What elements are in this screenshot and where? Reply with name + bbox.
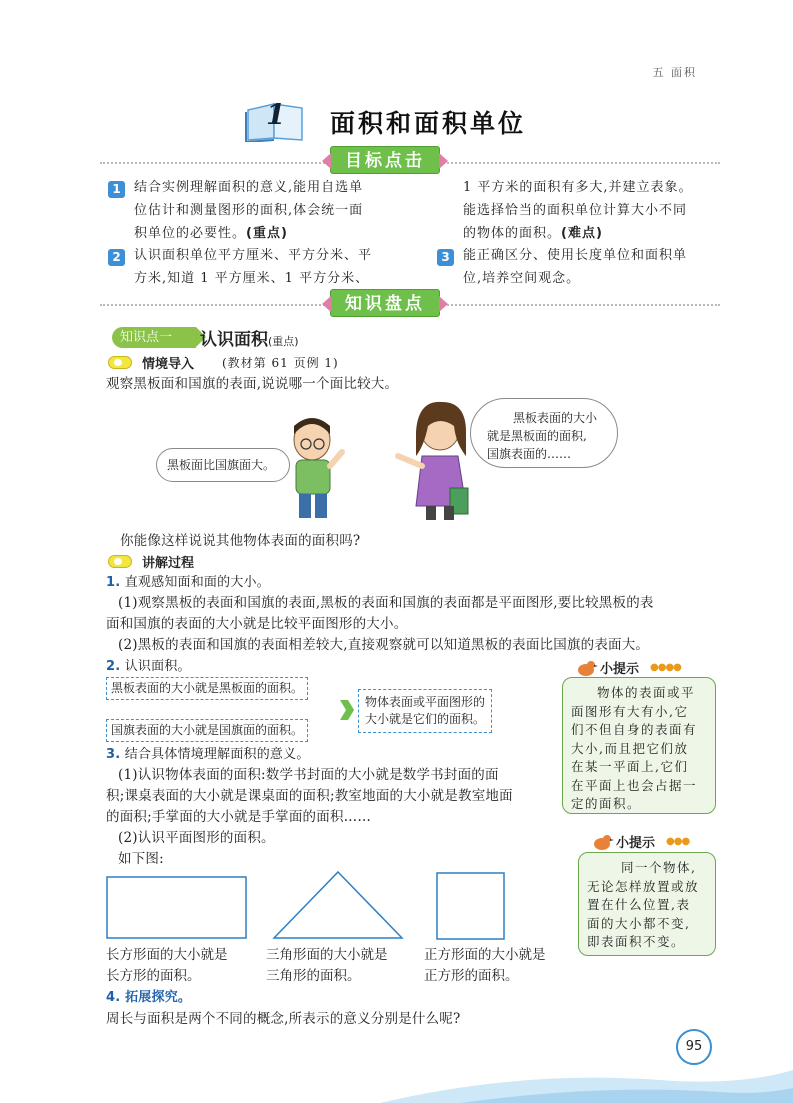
goal-text: 结合实例理解面积的意义,能用自选单	[134, 180, 364, 195]
tip-line: 大小,而且把它们放	[571, 740, 689, 756]
caption-line: 正方形面的大小就是	[424, 947, 546, 963]
step-title: 1. 直观感知面和面的大小。	[106, 575, 270, 590]
decor-dots: ●●●	[666, 836, 690, 847]
speech-bubble	[470, 398, 618, 468]
step-3-title: 结合具体情境理解面积的意义。	[124, 747, 310, 762]
tip-line: 物体的表面或平	[597, 685, 696, 700]
box-line: 大小就是它们的面积。	[365, 712, 486, 726]
goal-text: 1 平方米的面积有多大,并建立表象。	[463, 180, 693, 195]
paragraph: 面和国旗的表面的大小就是比较平面图形的大小。	[106, 616, 408, 632]
goal-text: 方米,知道 1 平方厘米、1 平方分米、	[134, 271, 370, 286]
knowledge-point-tag: 知识点一	[112, 327, 196, 348]
paragraph: (2)认识平面图形的面积。	[118, 830, 275, 846]
bullet-icon	[108, 356, 132, 369]
box-line: 物体表面或平面图形的	[365, 695, 486, 709]
page-number: 95	[676, 1029, 712, 1065]
tip-line: 同一个物体,	[621, 860, 697, 875]
intro-text: 观察黑板面和国旗的表面,说说哪一个面比较大。	[106, 376, 399, 392]
caption-line: 长方形的面积。	[106, 968, 201, 984]
goal-number: 2	[108, 249, 125, 266]
goal-number: 3	[437, 249, 454, 266]
step-1-title: 直观感知面和面的大小。	[124, 575, 270, 590]
paragraph: (1)观察黑板的表面和国旗的表面,黑板的表面和国旗的表面都是平面图形,要比较黑板的表	[118, 595, 654, 611]
goal-text-part: 的物体的面积。	[463, 226, 562, 241]
tip-line: 即表面积不变。	[587, 934, 686, 949]
bubble-line: 黑板表面的大小	[513, 411, 598, 425]
speech-bubble: 黑板面比国旗面大。	[156, 448, 290, 482]
definition-box	[358, 689, 492, 733]
intro-question: 你能像这样说说其他物体表面的面积吗?	[120, 533, 361, 549]
tip-line: 面图形有大有小,它	[571, 703, 689, 719]
step-title: 4. 拓展探究。	[106, 990, 192, 1005]
tip-line: 面的大小都不变,	[587, 915, 691, 931]
caption-line: 三角形的面积。	[266, 968, 361, 984]
intro-source: (教材第 61 页例 1)	[222, 356, 339, 370]
tip-line: 在某一平面上,它们	[571, 759, 689, 774]
caption-line: 正方形的面积。	[424, 968, 519, 984]
key-tag: (重点)	[246, 226, 288, 241]
bubble-line: 就是黑板面的面积,	[487, 429, 587, 443]
step-title: 3. 结合具体情境理解面积的意义。	[106, 747, 310, 762]
tip-line: 定的面积。	[571, 796, 642, 811]
tip-line: 在平面上也会占据一	[571, 777, 698, 793]
rectangle-shape	[106, 876, 248, 940]
goal-text-part: 积单位的必要性。	[134, 226, 247, 241]
arrow-right-icon	[340, 700, 354, 720]
lesson-number: 1	[266, 98, 286, 131]
running-head: 五 面积	[652, 66, 697, 79]
definition-box: 黑板表面的大小就是黑板面的面积。	[106, 677, 308, 700]
goal-text	[134, 222, 288, 245]
square-shape	[436, 872, 506, 940]
paragraph: (2)黑板的表面和国旗的表面相差较大,直接观察就可以知道黑板的表面比国旗的表面大。	[118, 637, 650, 653]
tip-title: 小提示	[616, 836, 656, 851]
tip-box	[578, 852, 716, 956]
tip-box	[562, 677, 716, 814]
difficulty-tag: (难点)	[561, 226, 603, 241]
definition-box: 国旗表面的大小就是国旗面的面积。	[106, 719, 308, 742]
knowledge-point-title	[200, 325, 299, 350]
tip-line: 置在什么位置,表	[587, 897, 691, 912]
bird-icon	[576, 658, 598, 678]
goal-text: 认识面积单位平方厘米、平方分米、平	[134, 248, 373, 263]
goal-number: 1	[108, 181, 125, 198]
kp-note: (重点)	[268, 335, 299, 348]
paragraph: 积;课桌表面的大小就是课桌面的面积;教室地面的大小就是教室地面	[106, 788, 513, 804]
triangle-shape	[272, 870, 404, 940]
bird-icon	[592, 832, 614, 852]
tip-title: 小提示	[600, 662, 640, 677]
step-2-title: 认识面积。	[124, 659, 191, 674]
paragraph: 周长与面积是两个不同的概念,所表示的意义分别是什么呢?	[106, 1011, 461, 1027]
step-title: 2. 认识面积。	[106, 659, 191, 674]
section-knowledge: 知识盘点	[330, 289, 440, 317]
wave-decoration	[0, 1040, 793, 1103]
goal-text: 位估计和测量图形的面积,体会统一面	[134, 203, 364, 218]
section-goals: 目标点击	[330, 146, 440, 174]
decor-dots: ●●●●	[650, 662, 681, 673]
goal-text	[463, 222, 603, 245]
caption-line: 三角形面的大小就是	[266, 947, 388, 963]
tip-line: 无论怎样放置或放	[587, 878, 700, 894]
bubble-line: 国旗表面的……	[487, 447, 572, 461]
shape-caption	[424, 945, 546, 987]
intro-heading: 情境导入	[142, 357, 195, 372]
tip-line: 们不但自身的表面有	[571, 722, 698, 737]
kp-title-text: 认识面积	[200, 330, 268, 350]
paragraph: 的面积;手掌面的大小就是手掌面的面积……	[106, 809, 372, 825]
bullet-icon	[108, 555, 132, 568]
goal-text: 能正确区分、使用长度单位和面积单	[463, 248, 688, 263]
caption-line: 长方形面的大小就是	[106, 947, 228, 963]
shape-caption	[106, 945, 228, 987]
lesson-title: 面积和面积单位	[330, 109, 527, 138]
paragraph: (1)认识物体表面的面积:数学书封面的大小就是数学书封面的面	[118, 767, 499, 783]
paragraph: 如下图:	[118, 851, 164, 867]
explain-heading: 讲解过程	[142, 556, 195, 571]
goal-text: 位,培养空间观念。	[463, 271, 581, 286]
shape-caption	[266, 945, 388, 987]
goal-text: 能选择恰当的面积单位计算大小不同	[463, 203, 688, 218]
